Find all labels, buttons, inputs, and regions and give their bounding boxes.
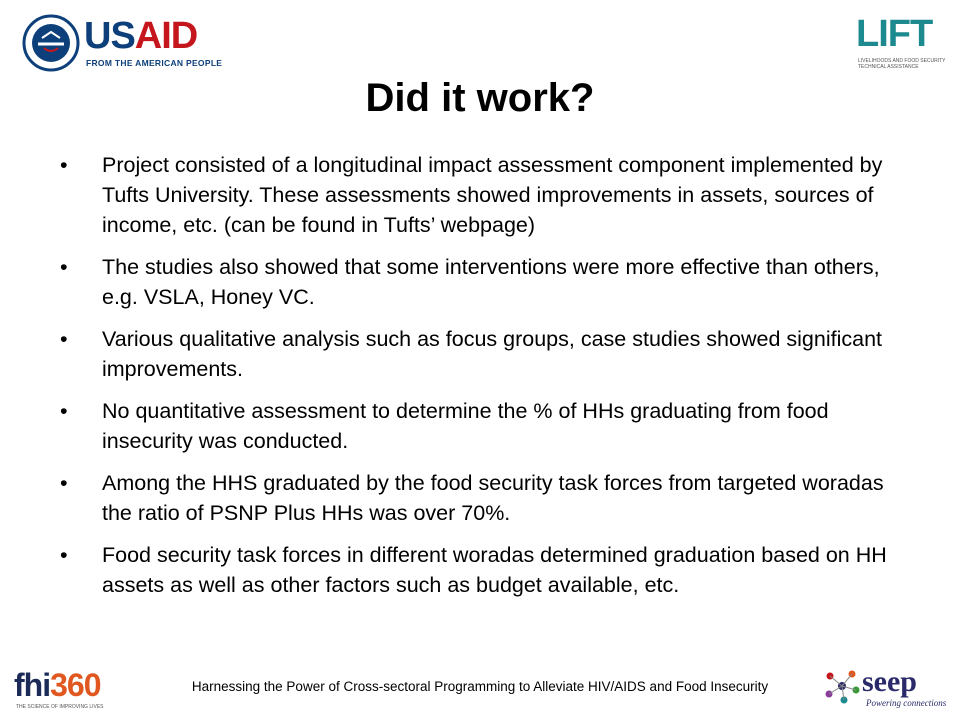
usaid-logo: [22, 12, 222, 74]
fhi-word: fhi: [14, 667, 51, 703]
usaid-seal-icon: [22, 14, 80, 72]
bullet-text: Food security task forces in different woradas determined graduation based on HH assets as well as other factors such as budget available, etc.: [102, 543, 887, 597]
seep-tagline: Powering connections: [866, 698, 947, 708]
fhi-number: 360: [50, 667, 101, 703]
lift-tagline: LIVELIHOODS AND FOOD SECURITY TECHNICAL ASSISTANCE: [858, 58, 946, 70]
lift-logo: [856, 14, 948, 74]
bullet-icon: •: [60, 153, 68, 177]
bullet-text: Project consisted of a longitudinal impact assessment component implemented by Tufts University. These assessments showed improvements in assets, sources of income, etc. (can be found in Tufts’ webpage): [102, 153, 883, 237]
bullet-item: [60, 324, 900, 384]
bullet-text: Among the HHS graduated by the food security task forces from targeted woradas the ratio of PSNP Plus HHs was over 70%.: [102, 471, 884, 525]
usaid-word-us: US: [84, 15, 135, 57]
fhi360-wordmark: [14, 668, 100, 702]
seep-network-icon: [824, 668, 860, 704]
bullet-text: No quantitative assessment to determine the % of HHs graduating from food insecurity was conducted.: [102, 399, 829, 453]
bullet-item: [60, 468, 900, 528]
lift-wordmark: LIFT: [856, 13, 933, 55]
bullet-icon: •: [60, 255, 68, 279]
usaid-tagline: FROM THE AMERICAN PEOPLE: [86, 58, 223, 68]
bullet-icon: •: [60, 327, 68, 351]
slide-title: Did it work?: [365, 76, 595, 120]
bullet-icon: •: [60, 543, 68, 567]
bullet-icon: •: [60, 399, 68, 423]
bullet-list: [60, 150, 900, 612]
footer-text: Harnessing the Power of Cross-sectoral Programming to Alleviate HIV/AIDS and Food Insecurity: [191, 679, 769, 694]
usaid-wordmark: [84, 16, 197, 56]
seep-wordmark: seep: [862, 665, 917, 698]
seep-logo: [824, 666, 948, 712]
bullet-item: [60, 540, 900, 600]
bullet-text: The studies also showed that some interventions were more effective than others, e.g. VSLA, Honey VC.: [102, 255, 880, 309]
fhi360-tagline: THE SCIENCE OF IMPROVING LIVES: [16, 704, 104, 710]
bullet-item: [60, 252, 900, 312]
usaid-word-aid: AID: [134, 15, 198, 57]
bullet-item: [60, 396, 900, 456]
bullet-text: Various qualitative analysis such as focus groups, case studies showed significant improvements.: [102, 327, 882, 381]
fhi360-logo: [14, 668, 124, 714]
bullet-item: [60, 150, 900, 240]
bullet-icon: •: [60, 471, 68, 495]
